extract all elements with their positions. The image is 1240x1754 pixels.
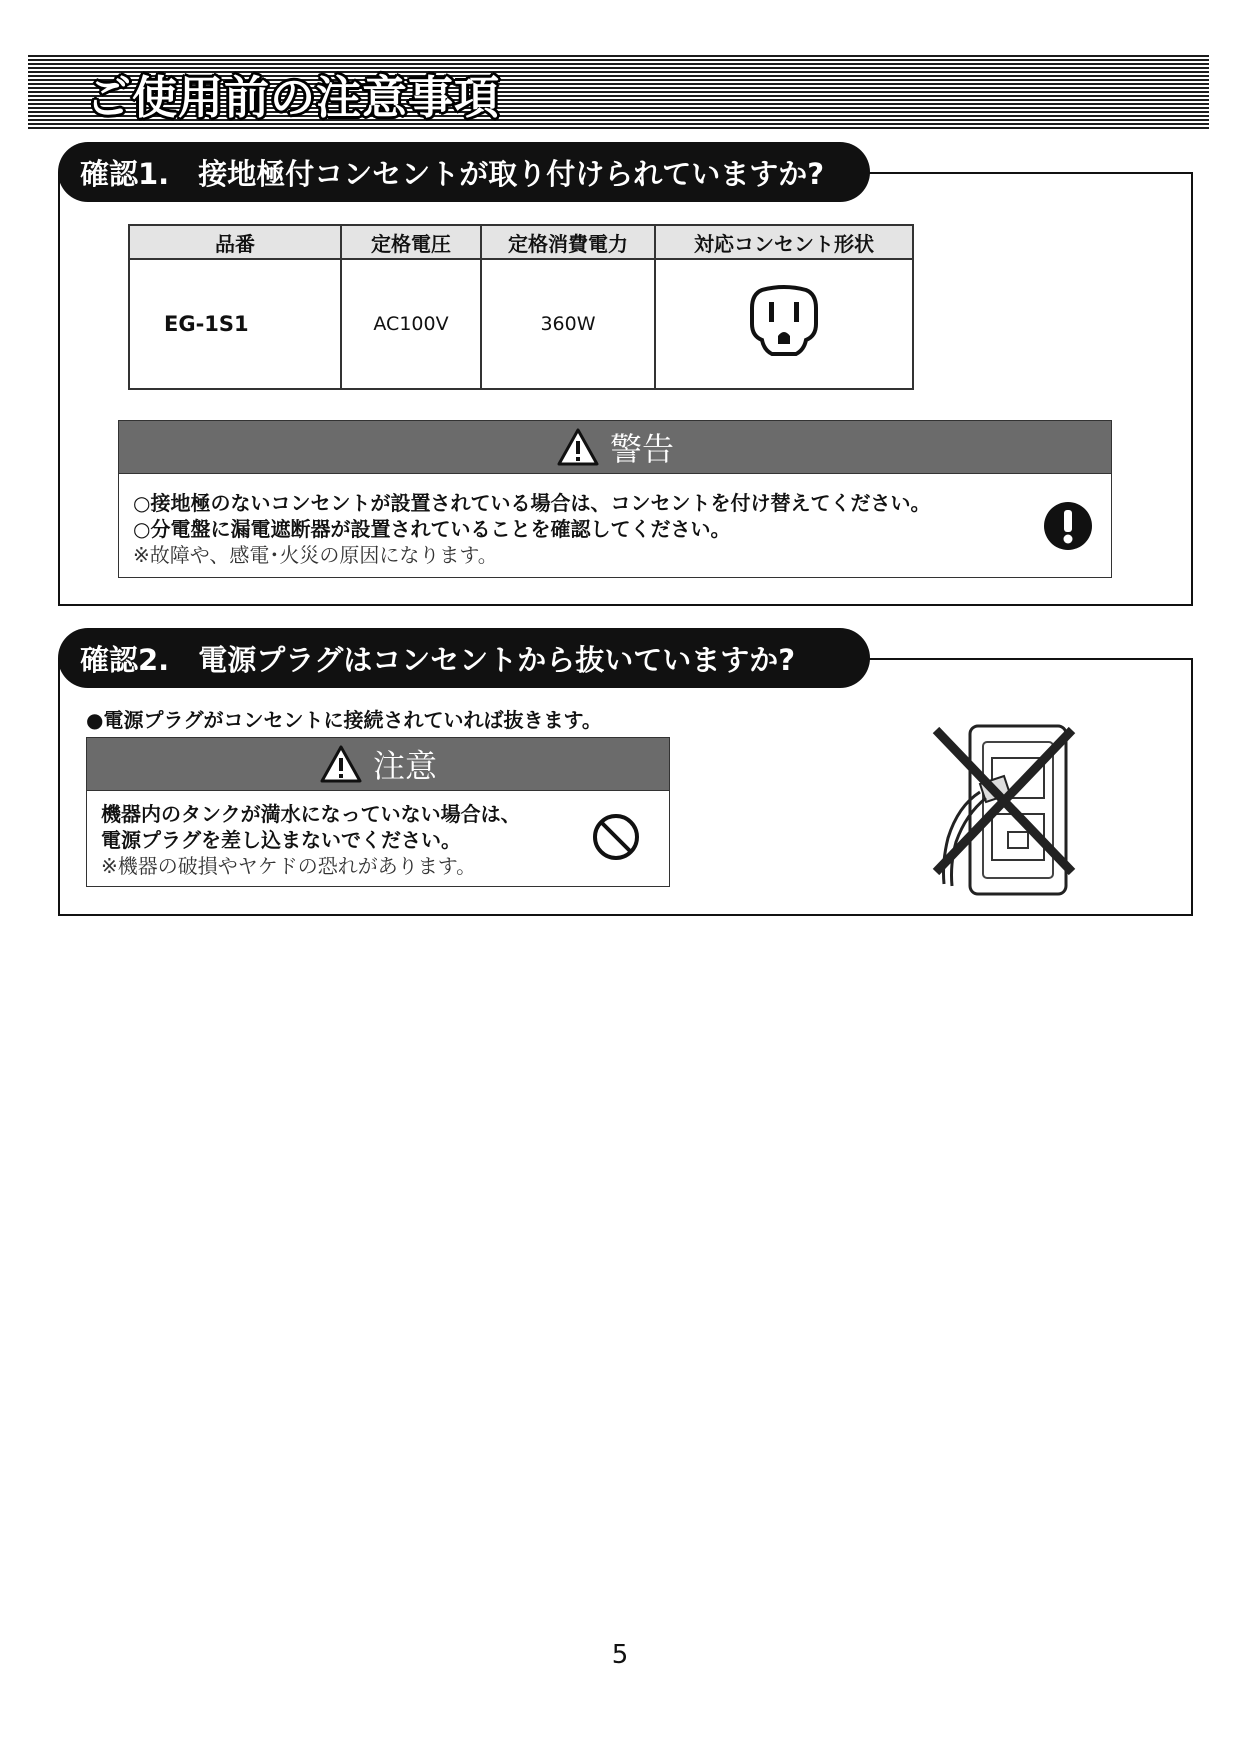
caution-line-2: 電源プラグを差し込まないでください。 <box>101 828 461 852</box>
spec-table <box>128 224 914 390</box>
warning-line-3: ※故障や、感電･火災の原因になります。 <box>133 543 498 567</box>
grounded-outlet-icon <box>746 284 822 360</box>
caution-line-1: 機器内のタンクが満水になっていない場合は、 <box>101 802 521 826</box>
cell-outlet-shape <box>655 259 913 389</box>
check2-title: 確認2. 電源プラグはコンセントから抜いていますか? <box>58 628 870 688</box>
caution-triangle-icon <box>319 744 363 784</box>
cell-voltage: AC100V <box>341 259 481 389</box>
caution-heading: 注意 <box>372 747 437 785</box>
caution-line-3: ※機器の破損やヤケドの恐れがあります。 <box>101 854 477 878</box>
warning-line-2: ○分電盤に漏電遮断器が設置されていることを確認してください。 <box>133 517 731 541</box>
col-header-model: 品番 <box>129 225 341 259</box>
warning-triangle-icon <box>556 427 600 467</box>
warning-line-1: ○接地極のないコンセントが設置されている場合は、コンセントを付け替えてください。 <box>133 491 931 515</box>
col-header-power: 定格消費電力 <box>481 225 655 259</box>
warning-box <box>118 420 1112 578</box>
cell-power: 360W <box>481 259 655 389</box>
plugged-outlet-crossed-illustration <box>930 722 1080 898</box>
spec-table-header-row <box>129 225 913 259</box>
warning-heading: 警告 <box>609 430 674 468</box>
col-header-outlet: 対応コンセント形状 <box>655 225 913 259</box>
caution-box <box>86 737 670 887</box>
title-banner <box>28 55 1209 131</box>
warning-header <box>119 421 1111 474</box>
col-header-voltage: 定格電圧 <box>341 225 481 259</box>
page-title: ご使用前の注意事項 <box>86 71 501 124</box>
check1-title: 確認1. 接地極付コンセントが取り付けられていますか? <box>58 142 870 202</box>
table-row <box>129 259 913 389</box>
mandatory-exclamation-icon <box>1043 501 1093 551</box>
page-number: 5 <box>611 1640 629 1670</box>
check2-instruction: ●電源プラグがコンセントに接続されていれば抜きます。 <box>86 708 602 732</box>
prohibited-icon <box>591 812 641 862</box>
caution-header <box>87 738 669 791</box>
cell-model: EG-1S1 <box>129 259 341 389</box>
